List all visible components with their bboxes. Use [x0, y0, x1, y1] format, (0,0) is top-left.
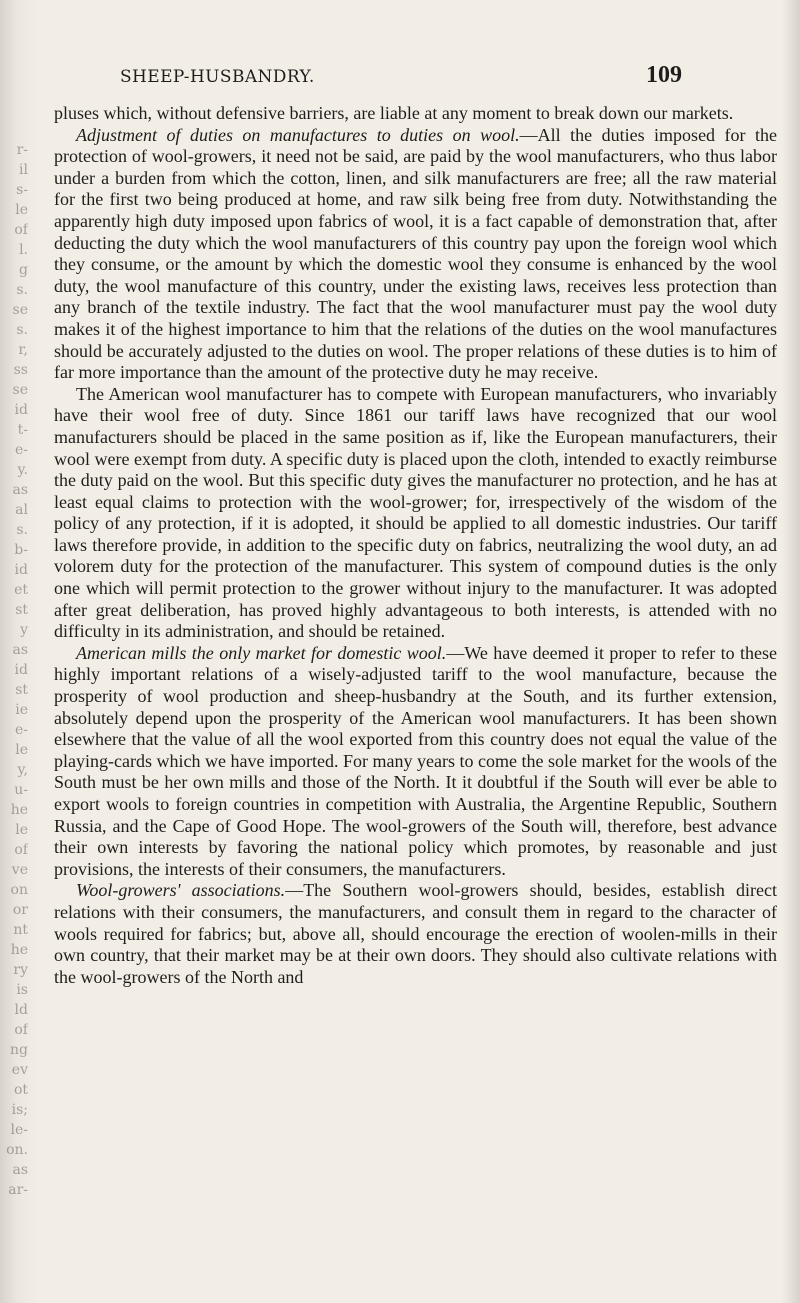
paragraph-4-text: —We have deemed it proper to refer to these highly important relations of a wisely-adjusted tariff to the wool manufacture, because the prosperity of wool production and sheep-husbandry at the South, and its further extension, absolutely depend upon the prosperity of the American wool manufacturers. It has been shown elsewhere that the value of all the wool exported from this country does not equal the value of the playing-cards which we have imported. For many years to come the sole market for the wools of the South must be her own mills and those of the North. It it doubtful if the South will ever be able to export wools to foreign countries in competition with Australia, the Argentine Republic, Southern Russia, and the Cape of Good Hope. The wool-growers of the South will, therefore, best advance their own interests by favoring the national policy which promotes, by reasonable and just provisions, the interests of their consumers, the manufacturers. [54, 642, 777, 879]
right-edge-shadow [782, 0, 800, 1303]
gutter-fragment: he [10, 942, 28, 958]
page-number: 109 [646, 62, 682, 88]
gutter-fragment: r, [18, 342, 28, 358]
gutter-fragment: e- [14, 722, 28, 738]
gutter-fragment: as [12, 642, 28, 658]
gutter-fragment: ar- [8, 1182, 28, 1198]
gutter-fragment: l. [19, 242, 28, 258]
gutter-fragment: of [14, 1022, 28, 1038]
gutter-fragment: of [14, 222, 28, 238]
page-body [54, 103, 777, 988]
gutter-fragment: id [14, 402, 28, 418]
gutter-fragment: of [14, 842, 28, 858]
gutter-fragment: id [14, 662, 28, 678]
gutter-fragment: e- [14, 442, 28, 458]
gutter-fragment: ve [11, 862, 28, 878]
gutter-fragment: on. [6, 1142, 28, 1158]
gutter-fragment: ie [15, 702, 28, 718]
paragraph-2-text: —All the duties imposed for the protection of wool-growers, it need not be said, are paid by the wool manufacturers, who thus labor under a burden from which the cotton, linen, and silk manufacturers are free; all the raw material for the first two being produced at home, and raw silk being free from duty. Notwithstanding the apparently high duty imposed upon fabrics of wool, it is a fact capable of demonstration that, after deducting the duty which the wool manufacturers of this country pay upon the foreign wool which they consume, or the amount by which the domestic wool they consume is enhanced by the wool duty, the wool manufacture of this country, under the existing laws, receives less protection than any branch of the textile industry. The fact that the wool manufacturer must pay the wool duty makes it of the highest importance to him that the relations of the duties on the wool manufactures should be accurately adjusted to the duties on wool. The proper relations of these duties is to him of far more importance than the amount of the protective duty he may receive. [54, 124, 777, 383]
section-heading-wool-growers-associations: Wool-growers' associations. [76, 880, 286, 901]
gutter-fragment: is; [11, 1102, 28, 1118]
gutter-fragment: se [12, 382, 28, 398]
gutter-fragment: et [14, 582, 28, 598]
gutter-fragment: le [15, 822, 28, 838]
gutter-fragment: st [15, 602, 28, 618]
paragraph-2 [54, 125, 777, 384]
gutter-fragment: is [16, 982, 28, 998]
gutter-fragment: ry [13, 962, 28, 978]
gutter-fragment: nt [13, 922, 28, 938]
gutter-fragment: s. [16, 322, 28, 338]
gutter-fragment: as [12, 1162, 28, 1178]
page-header [120, 62, 682, 90]
gutter-fragment: r- [16, 142, 28, 158]
gutter-fragment: ot [13, 1082, 28, 1098]
gutter-fragment: or [12, 902, 28, 918]
facing-page-bleed-text [0, 140, 28, 1240]
gutter-fragment: s. [16, 282, 28, 298]
paragraph-5-text: —The Southern wool-growers should, besides, establish direct relations with their consumers, the manufacturers, and consult them in regard to the character of wools required for fabrics; but, above all, should encourage the erection of woolen-mills in their own country, that their market may be at their own doors. They should also cultivate relations with the wool-growers of the North and [54, 880, 777, 987]
gutter-fragment: ss [13, 362, 28, 378]
gutter-fragment: u- [14, 782, 28, 798]
gutter-fragment: b- [14, 542, 28, 558]
gutter-fragment: il [19, 162, 28, 178]
paragraph-3 [54, 384, 777, 643]
gutter-fragment: le [15, 742, 28, 758]
paragraph-5 [54, 880, 777, 988]
gutter-fragment: t- [17, 422, 28, 438]
paragraph-4 [54, 643, 777, 881]
gutter-fragment: as [12, 482, 28, 498]
running-head: SHEEP-HUSBANDRY. [120, 67, 315, 87]
gutter-fragment: y. [17, 462, 28, 478]
gutter-fragment: le [15, 202, 28, 218]
gutter-fragment: s. [16, 522, 28, 538]
gutter-fragment: y [20, 622, 28, 638]
gutter-fragment: ng [10, 1042, 28, 1058]
gutter-fragment: le- [10, 1122, 28, 1138]
gutter-fragment: st [15, 682, 28, 698]
gutter-fragment: g [19, 262, 28, 278]
gutter-fragment: id [14, 562, 28, 578]
gutter-fragment: ld [14, 1002, 28, 1018]
gutter-fragment: ev [11, 1062, 28, 1078]
paragraph-3-text: The American wool manufacturer has to compete with European manufacturers, who invariably have their wool free of duty. Since 1861 our tariff laws have recognized that our wool manufacturers should be placed in the same position as if, like the European manufacturers, their wool were exempt from duty. A specific duty is placed upon the cloth, intended to exactly reimburse the duty paid on the wool. But this specific duty gives the manufacturer no protection, and he has at least equal claims to protection with the wool-grower; for, irrespectively of the wisdom of the policy of any protection, if it is adopted, it should be applied to all domestic industries. Our tariff laws therefore provide, in addition to the specific duty on fabrics, neutralizing the wool duty, an ad volorem duty for the protection of the manufacturer. This system of compound duties is the only one which will permit protection to the grower without injury to the manufacturer. It was adopted after great deliberation, has proved highly advantageous to both interests, is attended with no difficulty in its administration, and should be retained. [54, 383, 777, 642]
gutter-fragment: he [10, 802, 28, 818]
gutter-fragment: se [12, 302, 28, 318]
paragraph-1-text: pluses which, without defensive barriers, are liable at any moment to break down our markets. [54, 103, 734, 123]
section-heading-american-mills: American mills the only market for domestic wool. [76, 642, 447, 663]
gutter-fragment: y, [17, 762, 28, 778]
gutter-fragment: on [10, 882, 28, 898]
section-heading-adjustment: Adjustment of duties on manufactures to duties on wool. [76, 124, 520, 145]
gutter-fragment: s- [16, 182, 28, 198]
paragraph-1 [54, 103, 777, 125]
gutter-fragment: al [15, 502, 28, 518]
